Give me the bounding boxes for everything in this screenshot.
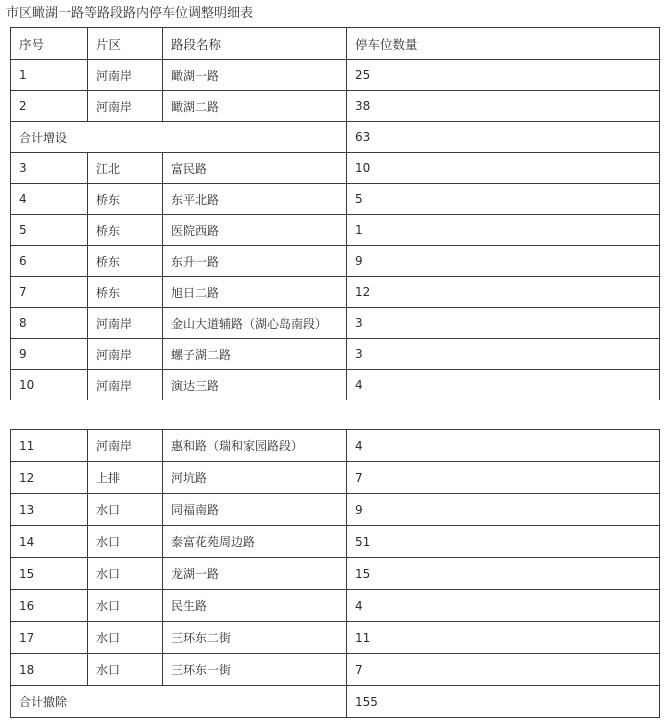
header-road-name: 路段名称 <box>163 28 347 60</box>
cell-road-name: 河坑路 <box>163 462 347 494</box>
cell-district: 桥东 <box>88 246 163 277</box>
table-row <box>11 215 660 246</box>
cell-index: 5 <box>11 215 88 246</box>
table-row <box>11 430 660 462</box>
table-row <box>11 622 660 654</box>
cell-road-name: 同福南路 <box>163 494 347 526</box>
cell-space-count: 7 <box>347 654 660 686</box>
subtotal-added-label: 合计增设 <box>11 122 347 153</box>
cell-space-count: 3 <box>347 339 660 370</box>
cell-index: 6 <box>11 246 88 277</box>
cell-space-count: 4 <box>347 430 660 462</box>
cell-road-name: 惠和路（瑞和家园路段） <box>163 430 347 462</box>
cell-index: 1 <box>11 60 88 91</box>
cell-road-name: 瞰湖二路 <box>163 91 347 122</box>
subtotal-removed-value: 155 <box>347 686 660 718</box>
cell-space-count: 38 <box>347 91 660 122</box>
cell-district: 河南岸 <box>88 430 163 462</box>
cell-district: 水口 <box>88 494 163 526</box>
cell-district: 水口 <box>88 558 163 590</box>
cell-space-count: 3 <box>347 308 660 339</box>
table-row <box>11 462 660 494</box>
cell-index: 9 <box>11 339 88 370</box>
cell-road-name: 瞰湖一路 <box>163 60 347 91</box>
table-row <box>11 590 660 622</box>
cell-district: 河南岸 <box>88 60 163 91</box>
table-row <box>11 277 660 308</box>
cell-district: 水口 <box>88 654 163 686</box>
cell-road-name: 旭日二路 <box>163 277 347 308</box>
table-row <box>11 246 660 277</box>
cell-space-count: 51 <box>347 526 660 558</box>
cell-index: 14 <box>11 526 88 558</box>
parking-table-part-1 <box>10 27 660 400</box>
table-row <box>11 153 660 184</box>
cell-district: 江北 <box>88 153 163 184</box>
cell-space-count: 11 <box>347 622 660 654</box>
table-header-row <box>11 28 660 60</box>
table-row <box>11 558 660 590</box>
table-row <box>11 370 660 401</box>
table-row <box>11 526 660 558</box>
cell-space-count: 15 <box>347 558 660 590</box>
cell-road-name: 三环东一街 <box>163 654 347 686</box>
cell-index: 12 <box>11 462 88 494</box>
cell-district: 水口 <box>88 590 163 622</box>
cell-road-name: 东升一路 <box>163 246 347 277</box>
cell-district: 河南岸 <box>88 370 163 401</box>
table-row <box>11 654 660 686</box>
cell-road-name: 金山大道辅路（湖心岛南段） <box>163 308 347 339</box>
cell-road-name: 泰富花苑周边路 <box>163 526 347 558</box>
cell-district: 水口 <box>88 622 163 654</box>
cell-space-count: 10 <box>347 153 660 184</box>
cell-space-count: 9 <box>347 494 660 526</box>
cell-district: 桥东 <box>88 215 163 246</box>
cell-district: 桥东 <box>88 184 163 215</box>
cell-road-name: 富民路 <box>163 153 347 184</box>
cell-space-count: 9 <box>347 246 660 277</box>
subtotal-removed-label: 合计撤除 <box>11 686 347 718</box>
cell-index: 4 <box>11 184 88 215</box>
cell-index: 8 <box>11 308 88 339</box>
cell-road-name: 民生路 <box>163 590 347 622</box>
table-row <box>11 60 660 91</box>
cell-road-name: 东平北路 <box>163 184 347 215</box>
cell-space-count: 7 <box>347 462 660 494</box>
cell-road-name: 医院西路 <box>163 215 347 246</box>
cell-index: 7 <box>11 277 88 308</box>
cell-index: 13 <box>11 494 88 526</box>
table-row <box>11 339 660 370</box>
cell-index: 3 <box>11 153 88 184</box>
cell-index: 17 <box>11 622 88 654</box>
table-row <box>11 308 660 339</box>
cell-space-count: 12 <box>347 277 660 308</box>
table-caption: 市区瞰湖一路等路段路内停车位调整明细表 <box>6 6 254 21</box>
cell-space-count: 25 <box>347 60 660 91</box>
subtotal-added-value: 63 <box>347 122 660 153</box>
cell-road-name: 演达三路 <box>163 370 347 401</box>
cell-index: 2 <box>11 91 88 122</box>
cell-space-count: 4 <box>347 590 660 622</box>
cell-index: 15 <box>11 558 88 590</box>
cell-index: 18 <box>11 654 88 686</box>
cell-district: 河南岸 <box>88 91 163 122</box>
cell-index: 16 <box>11 590 88 622</box>
cell-district: 桥东 <box>88 277 163 308</box>
cell-district: 上排 <box>88 462 163 494</box>
cell-space-count: 4 <box>347 370 660 401</box>
cell-road-name: 螺子湖二路 <box>163 339 347 370</box>
table-row <box>11 184 660 215</box>
cell-index: 10 <box>11 370 88 401</box>
cell-index: 11 <box>11 430 88 462</box>
subtotal-added-row <box>11 122 660 153</box>
cell-road-name: 三环东二街 <box>163 622 347 654</box>
page-break-gap <box>0 411 666 429</box>
header-district: 片区 <box>88 28 163 60</box>
cell-road-name: 龙湖一路 <box>163 558 347 590</box>
header-space-count: 停车位数量 <box>347 28 660 60</box>
subtotal-removed-row <box>11 686 660 718</box>
parking-table-part-2 <box>10 429 660 718</box>
cell-district: 河南岸 <box>88 308 163 339</box>
cell-district: 水口 <box>88 526 163 558</box>
cell-space-count: 5 <box>347 184 660 215</box>
header-index: 序号 <box>11 28 88 60</box>
cell-space-count: 1 <box>347 215 660 246</box>
cell-district: 河南岸 <box>88 339 163 370</box>
table-row <box>11 91 660 122</box>
table-row <box>11 494 660 526</box>
